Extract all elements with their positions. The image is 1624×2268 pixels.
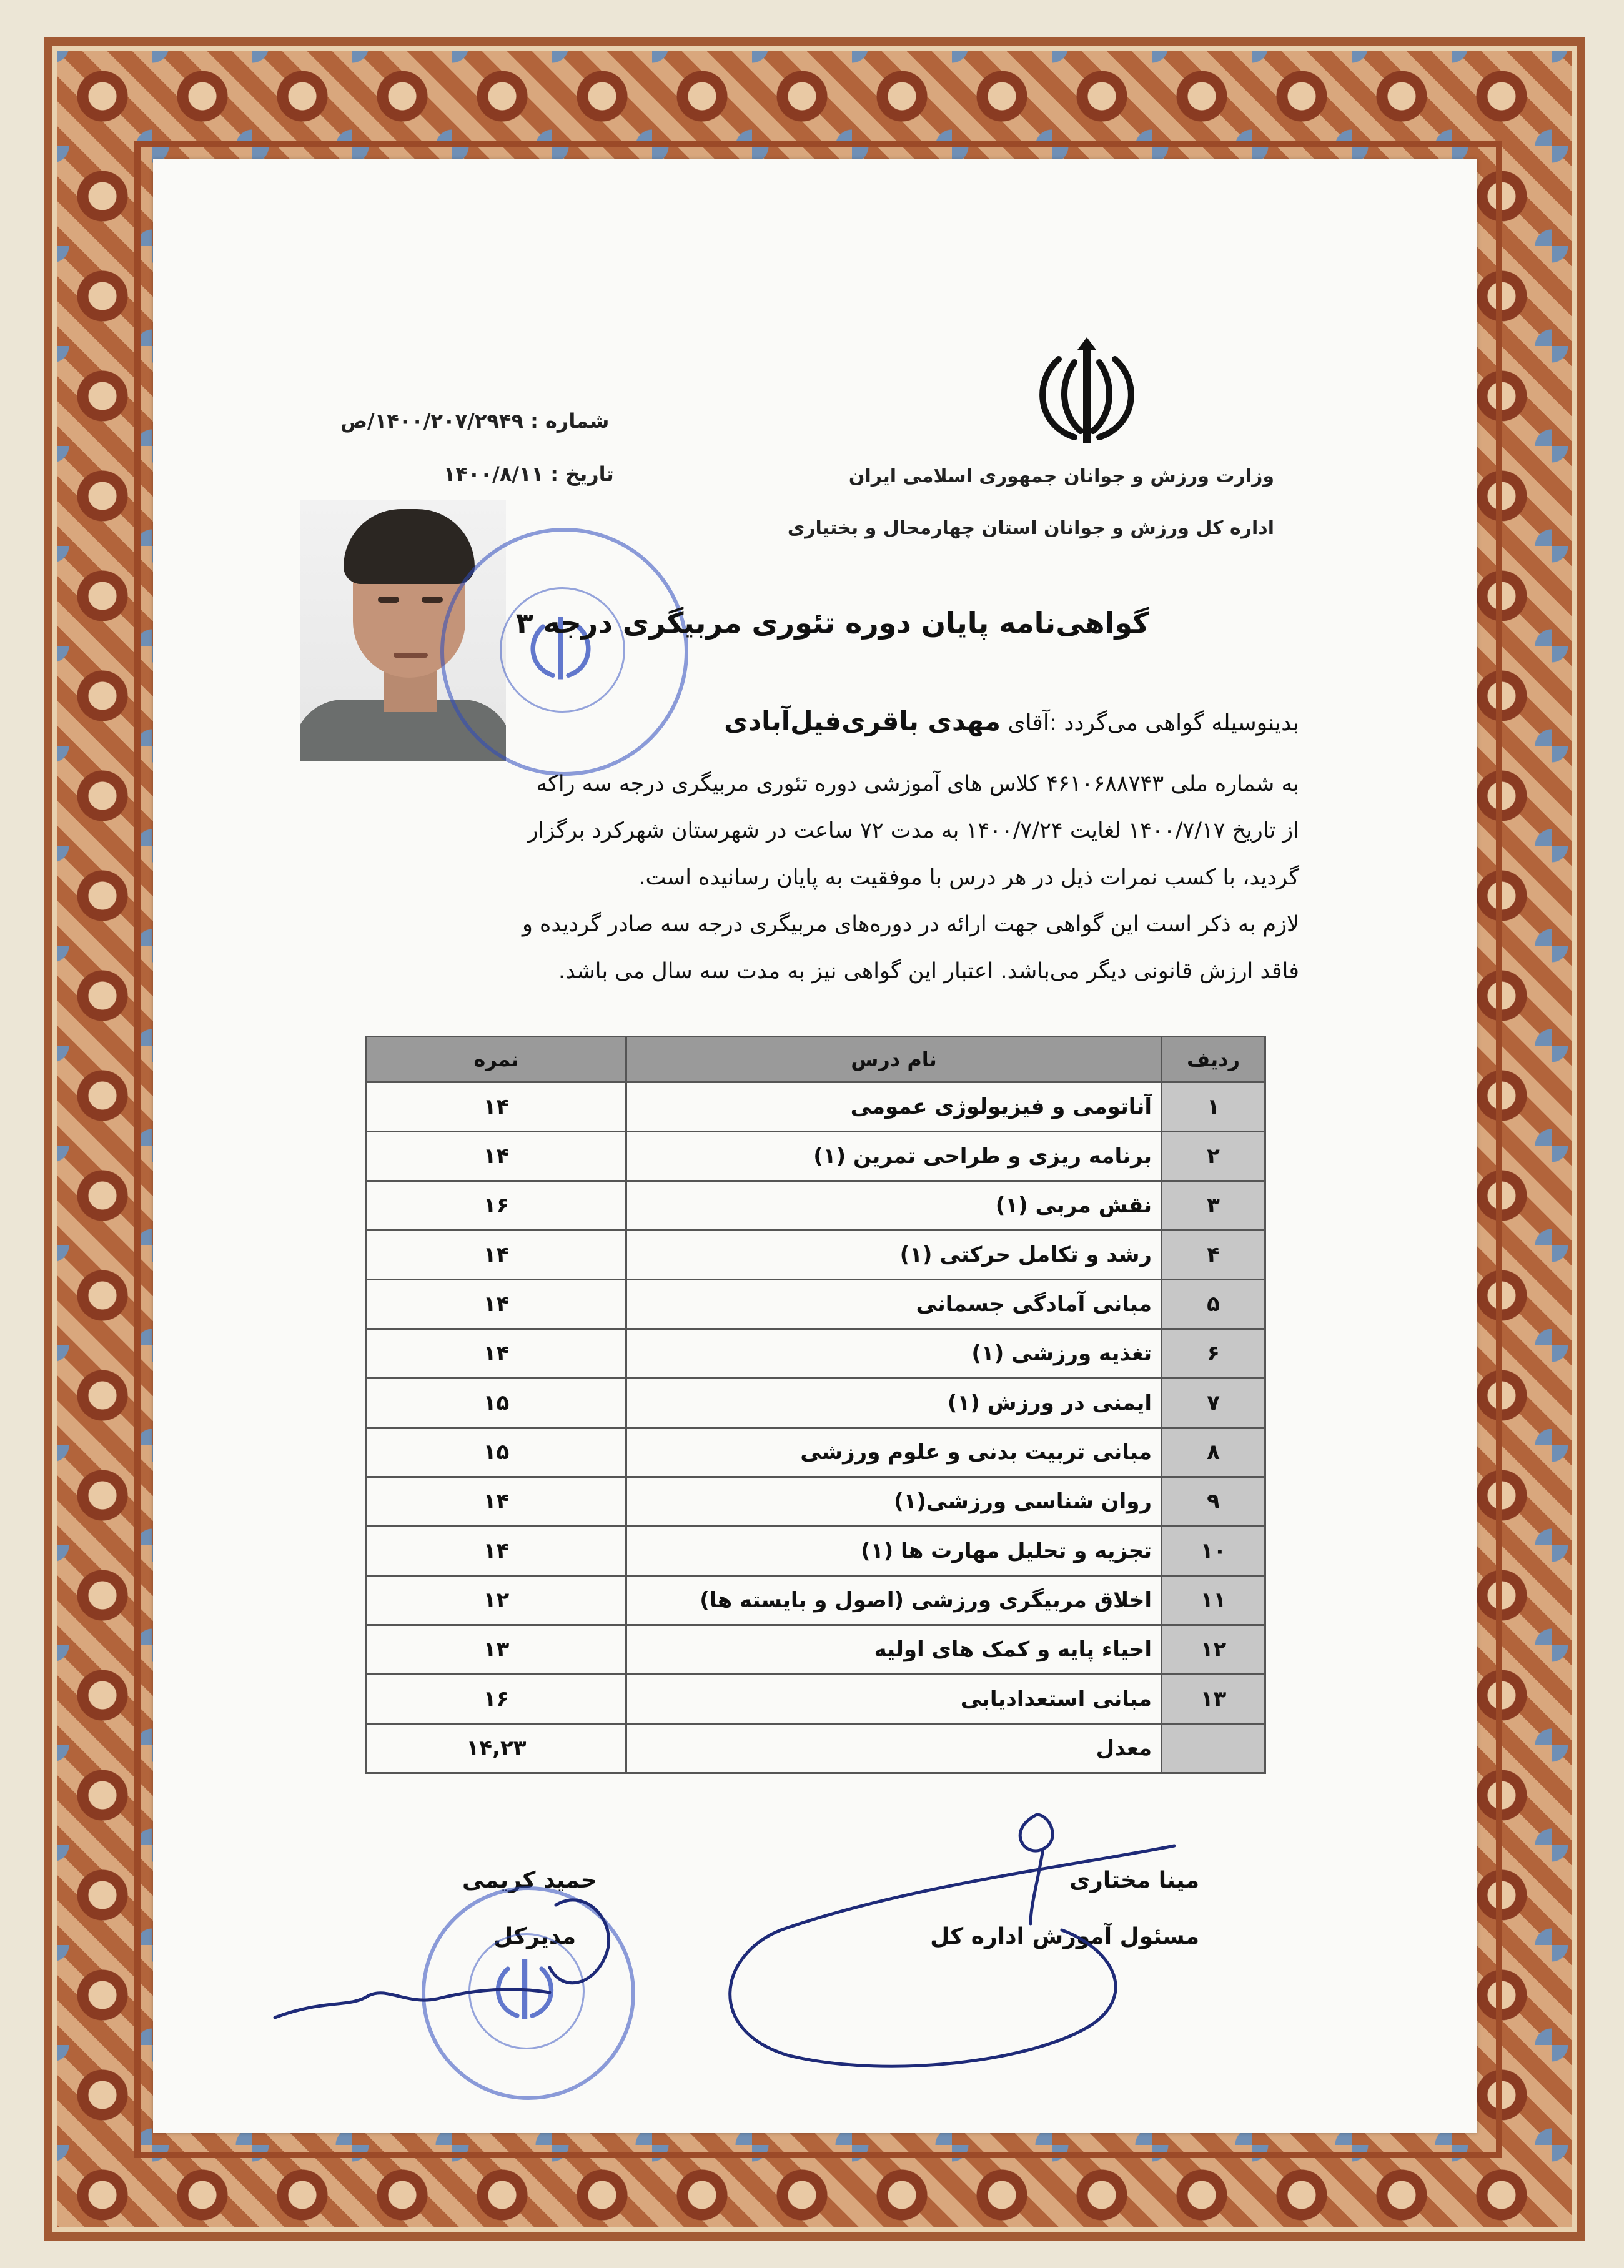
intro-line: بدینوسیله گواهی می‌گردد :آقای مهدی باقری‌فیل‌آبادی <box>724 706 1299 736</box>
signer-left-title: مدیرکل <box>493 1924 577 1949</box>
row-number: ۱۱ <box>1162 1576 1265 1625</box>
row-number: ۸ <box>1162 1428 1265 1477</box>
grade-value: ۱۴ <box>367 1280 626 1329</box>
header-grade: نمره <box>367 1037 626 1082</box>
table-row <box>367 1082 1265 1132</box>
subject-name: مبانی آمادگی جسمانی <box>626 1280 1162 1329</box>
row-number: ۲ <box>1162 1132 1265 1181</box>
average-row <box>367 1724 1265 1773</box>
subject-name: روان شناسی ورزشی(۱) <box>626 1477 1162 1527</box>
table-row <box>367 1280 1265 1329</box>
grade-value: ۱۴ <box>367 1231 626 1280</box>
body-line-6: فاقد ارزش قانونی دیگر می‌باشد. اعتبار این گواهی نیز به مدت سه سال می باشد. <box>558 959 1299 984</box>
subject-name: تجزیه و تحلیل مهارت ها (۱) <box>626 1527 1162 1576</box>
subject-name: اخلاق مربیگری ورزشی (اصول و بایسته ها) <box>626 1576 1162 1625</box>
average-label: معدل <box>626 1724 1162 1773</box>
average-blank-cell <box>1162 1724 1265 1773</box>
average-value: ۱۴,۲۳ <box>367 1724 626 1773</box>
grades-table <box>365 1036 1266 1774</box>
body-line-3: از تاریخ ۱۴۰۰/۷/۱۷ لغایت ۱۴۰۰/۷/۲۴ به مدت ۷۲ ساعت در شهرستان شهرکرد برگزار <box>527 818 1299 843</box>
reference-number: شماره : ۱۴۰۰/۲۰۷/۲۹۴۹/ص <box>340 409 610 433</box>
row-number: ۱۲ <box>1162 1625 1265 1675</box>
signer-right-name: مینا مختاری <box>1069 1868 1199 1893</box>
grade-value: ۱۴ <box>367 1329 626 1379</box>
subject-name: مبانی استعدادیابی <box>626 1675 1162 1724</box>
signer-right-title: مسئول آموزش اداره کل <box>930 1924 1199 1949</box>
row-number: ۵ <box>1162 1280 1265 1329</box>
table-row <box>367 1428 1265 1477</box>
grade-value: ۱۶ <box>367 1181 626 1231</box>
subject-name: ایمنی در ورزش (۱) <box>626 1379 1162 1428</box>
ministry-name: وزارت ورزش و جوانان جمهوری اسلامی ایران <box>848 465 1274 487</box>
subject-name: نقش مربی (۱) <box>626 1181 1162 1231</box>
subject-name: رشد و تکامل حرکتی (۱) <box>626 1231 1162 1280</box>
grade-value: ۱۲ <box>367 1576 626 1625</box>
row-number: ۳ <box>1162 1181 1265 1231</box>
office-name: اداره کل ورزش و جوانان استان چهارمحال و بختیاری <box>787 517 1274 539</box>
table-header-row <box>367 1037 1265 1082</box>
subject-name: مبانی تربیت بدنی و علوم ورزشی <box>626 1428 1162 1477</box>
table-row <box>367 1329 1265 1379</box>
body-line-2: به شماره ملی ۴۶۱۰۶۸۸۷۴۳ کلاس های آموزشی دوره تئوری مربیگری درجه سه راکه <box>536 771 1299 796</box>
table-row <box>367 1477 1265 1527</box>
table-row <box>367 1132 1265 1181</box>
table-row <box>367 1625 1265 1675</box>
signer-left-name: حمید کریمی <box>462 1868 597 1893</box>
header-row-number: ردیف <box>1162 1037 1265 1082</box>
grade-value: ۱۵ <box>367 1428 626 1477</box>
header-subject: نام درس <box>626 1037 1162 1082</box>
grade-value: ۱۴ <box>367 1477 626 1527</box>
grade-value: ۱۶ <box>367 1675 626 1724</box>
iran-emblem-icon <box>1024 337 1149 450</box>
row-number: ۴ <box>1162 1231 1265 1280</box>
row-number: ۱ <box>1162 1082 1265 1132</box>
row-number: ۹ <box>1162 1477 1265 1527</box>
subject-name: تغذیه ورزشی (۱) <box>626 1329 1162 1379</box>
subject-name: برنامه ریزی و طراحی تمرین (۱) <box>626 1132 1162 1181</box>
table-row <box>367 1527 1265 1576</box>
grade-value: ۱۴ <box>367 1527 626 1576</box>
certificate-title: گواهی‌نامه پایان دوره تئوری مربیگری درجه ۳ <box>515 606 1149 640</box>
table-row <box>367 1231 1265 1280</box>
table-row <box>367 1181 1265 1231</box>
subject-name: آناتومی و فیزیولوژی عمومی <box>626 1082 1162 1132</box>
row-number: ۷ <box>1162 1379 1265 1428</box>
grade-value: ۱۳ <box>367 1625 626 1675</box>
grade-value: ۱۴ <box>367 1082 626 1132</box>
row-number: ۶ <box>1162 1329 1265 1379</box>
row-number: ۱۳ <box>1162 1675 1265 1724</box>
body-line-5: لازم به ذکر است این گواهی جهت ارائه در دوره‌های مربیگری درجه سه صادر گردیده و <box>522 912 1299 937</box>
row-number: ۱۰ <box>1162 1527 1265 1576</box>
body-line-4: گردید، با کسب نمرات ذیل در هر درس با موفقیت به پایان رسانیده است. <box>638 865 1299 890</box>
reference-date: تاریخ : ۱۴۰۰/۸/۱۱ <box>443 462 614 486</box>
grade-value: ۱۵ <box>367 1379 626 1428</box>
subject-name: احیاء پایه و کمک های اولیه <box>626 1625 1162 1675</box>
stamp-emblem-icon <box>487 1952 562 2027</box>
table-row <box>367 1576 1265 1625</box>
table-row <box>367 1675 1265 1724</box>
grade-value: ۱۴ <box>367 1132 626 1181</box>
table-row <box>367 1379 1265 1428</box>
person-name: مهدی باقری‌فیل‌آبادی <box>724 706 1001 736</box>
